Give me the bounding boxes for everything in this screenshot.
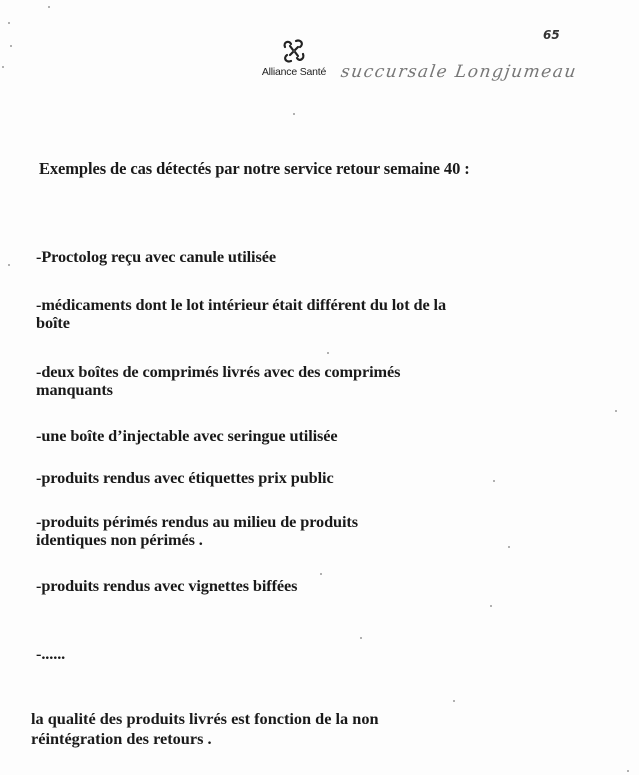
scan-speck <box>360 637 362 639</box>
list-item <box>36 427 338 445</box>
item-line: -Proctolog reçu avec canule utilisée <box>36 247 276 266</box>
conclusion-text <box>31 709 471 749</box>
scan-speck <box>493 480 495 482</box>
item-line: -deux boîtes de comprimés livrés avec des comprimés <box>36 362 401 381</box>
page-number: 65 <box>543 28 560 42</box>
scan-speck <box>615 410 617 412</box>
document-title: Exemples de cas détectés par notre service retour semaine 40 : <box>39 159 470 178</box>
scan-speck <box>48 6 50 8</box>
list-item <box>36 363 400 399</box>
conclusion-line: la qualité des produits livrés est fonction de la non <box>31 709 379 728</box>
item-line: boîte <box>36 313 70 332</box>
item-line: identiques non périmés . <box>36 530 203 549</box>
scan-speck <box>320 573 322 575</box>
list-item <box>36 645 65 663</box>
item-line: -...... <box>36 644 66 663</box>
list-item <box>36 296 446 332</box>
logo-text: Alliance Santé <box>261 66 327 78</box>
item-line: -médicaments dont le lot intérieur était différent du lot de la <box>36 295 447 314</box>
item-line: -produits rendus avec vignettes biffées <box>36 576 298 595</box>
company-logo <box>254 38 334 78</box>
scan-speck <box>10 45 12 47</box>
alliance-sante-logo-icon <box>279 38 309 64</box>
scan-speck <box>8 22 10 24</box>
scan-speck <box>293 113 295 115</box>
scan-speck <box>453 700 455 702</box>
list-item <box>36 469 334 487</box>
item-line: -produits rendus avec étiquettes prix public <box>36 468 334 487</box>
item-line: -produits périmés rendus au milieu de produits <box>36 512 358 531</box>
handwritten-branch-note: succursale Longjumeau <box>339 62 579 82</box>
item-line: manquants <box>36 380 113 399</box>
list-item <box>36 248 276 266</box>
list-item <box>36 577 297 595</box>
scan-speck <box>490 605 492 607</box>
item-line: -une boîte d’injectable avec seringue utilisée <box>36 426 338 445</box>
scan-speck <box>2 66 4 68</box>
conclusion-line: réintégration des retours . <box>31 729 212 748</box>
list-item <box>36 513 358 549</box>
scan-speck <box>327 352 329 354</box>
scan-speck <box>8 264 10 266</box>
scan-speck <box>508 546 510 548</box>
scan-speck <box>627 770 629 772</box>
